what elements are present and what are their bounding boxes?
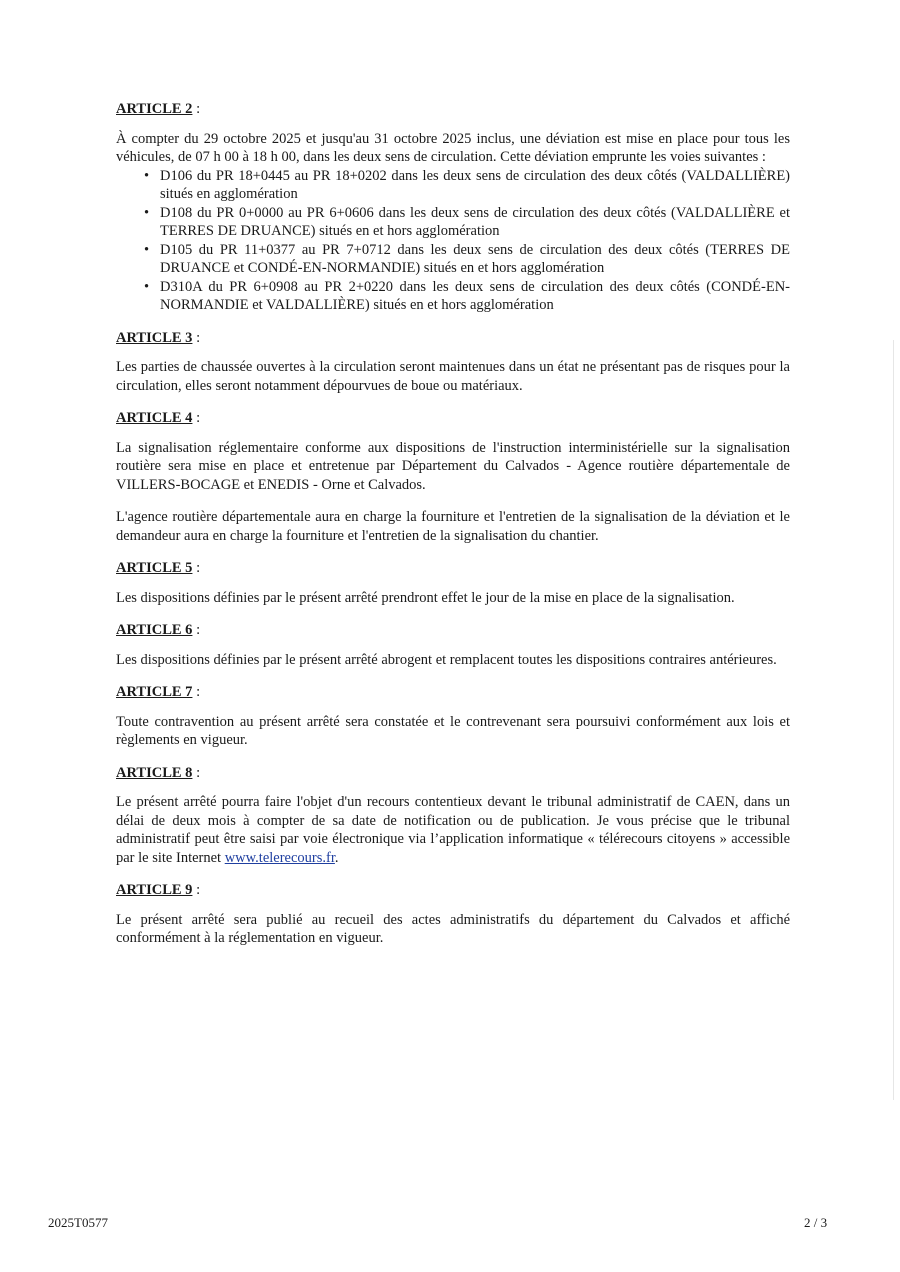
article-heading: ARTICLE 2 :: [116, 101, 201, 117]
deviation-route-list: [116, 167, 790, 315]
article-paragraph: Toute contravention au présent arrêté sera constatée et le contrevenant sera poursuivi conformément aux lois et règlements en vigueur.: [116, 713, 790, 748]
article-heading: ARTICLE 3 :: [116, 329, 201, 346]
article-4: [116, 409, 790, 545]
list-item: • D310A du PR 6+0908 au PR 2+0220 dans les deux sens de circulation des deux côtés (CONDÉ-EN-NORMANDIE et VALDALLIÈRE) situés en et hors agglomération: [144, 278, 790, 313]
article-heading: ARTICLE 6 :: [116, 622, 201, 638]
article-paragraph: Les dispositions définies par le présent arrêté abrogent et remplacent toutes les dispositions contraires antérieures.: [116, 651, 777, 668]
list-item: • D108 du PR 0+0000 au PR 6+0606 dans les deux sens de circulation des deux côtés (VALDALLIÈRE et TERRES DE DRUANCE) situés en et hors agglomération: [144, 204, 790, 239]
document-reference: 2025T0577: [48, 1215, 108, 1230]
article-heading: ARTICLE 8 :: [116, 764, 201, 781]
article-heading: ARTICLE 9 :: [116, 882, 201, 898]
article-paragraph: Les parties de chaussée ouvertes à la circulation seront maintenues dans un état ne présentant pas de risques pour la circulation, elles seront notamment dépourvues de boue ou matériaux.: [116, 359, 790, 394]
list-item: • D106 du PR 18+0445 au PR 18+0202 dans les deux sens de circulation des deux côtés (VALDALLIÈRE) situés en agglomération: [144, 167, 790, 202]
telerecours-link[interactable]: www.telerecours.fr: [224, 849, 335, 866]
bullet-icon: •: [144, 204, 150, 221]
bullet-icon: •: [144, 241, 150, 258]
article-paragraph: À compter du 29 octobre 2025 et jusqu'au 31 octobre 2025 inclus, une déviation est mise en place pour tous les véhicules, de 07 h 00 à 18 h 00, dans les deux sens de circulation. Cette déviation emprunte les voies suivantes :: [116, 130, 790, 165]
article-9: [116, 881, 790, 948]
list-item: • D105 du PR 11+0377 au PR 7+0712 dans les deux sens de circulation des deux côtés (TERRES DE DRUANCE et CONDÉ-EN-NORMANDIE) situés en et hors agglomération: [144, 241, 790, 276]
article-paragraph: La signalisation réglementaire conforme aux dispositions de l'instruction interministérielle sur la signalisation routière sera mise en place et entretenue par Département du Calvados - Agence routière départementale de VILLERS-BOCAGE et ENEDIS - Orne et Calvados.: [116, 439, 790, 493]
scan-edge-line: [893, 340, 894, 1100]
article-3: [116, 329, 790, 396]
article-paragraph: Les dispositions définies par le présent arrêté prendront effet le jour de la mise en place de la signalisation.: [116, 589, 735, 606]
article-8: [116, 764, 790, 868]
article-paragraph: Le présent arrêté sera publié au recueil des actes administratifs du département du Calvados et affiché conformément à la réglementation en vigueur.: [116, 911, 790, 946]
bullet-icon: •: [144, 278, 150, 295]
article-paragraph: Le présent arrêté pourra faire l'objet d'un recours contentieux devant le tribunal administratif de CAEN, dans un délai de deux mois à compter de sa date de notification ou de publication. Je vous précise que le tribunal administratif peut être saisi par voie électronique via l’application informatique « télérecours citoyens » accessible par le site Internet www.telerecours.fr.: [116, 794, 790, 866]
article-6: [116, 621, 790, 669]
article-heading: ARTICLE 4 :: [116, 410, 201, 426]
article-paragraph: L'agence routière départementale aura en charge la fourniture et l'entretien de la signalisation de la déviation et le demandeur aura en charge la fourniture et l'entretien de la signalisation du chantier.: [116, 509, 790, 544]
document-body: [116, 100, 790, 962]
article-7: [116, 683, 790, 750]
article-heading: ARTICLE 7 :: [116, 684, 201, 700]
page-number: 2 / 3: [804, 1215, 828, 1230]
article-5: [116, 559, 790, 607]
bullet-icon: •: [144, 167, 150, 184]
article-heading: ARTICLE 5 :: [116, 560, 201, 576]
article-2: [116, 100, 790, 315]
